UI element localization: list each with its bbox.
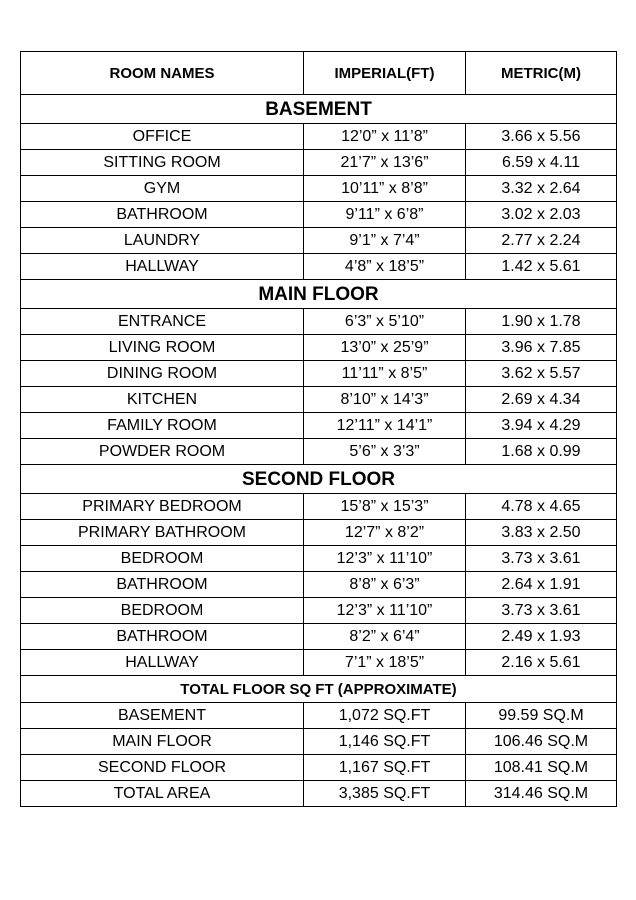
metric-cell: 2.77 x 2.24 [466, 228, 617, 254]
section-main-floor [21, 280, 617, 309]
table-row [21, 650, 617, 676]
totals-row [21, 781, 617, 807]
imperial-cell: 11’11” x 8’5” [304, 361, 466, 387]
metric-cell: 3.62 x 5.57 [466, 361, 617, 387]
imperial-cell: 12’11” x 14’1” [304, 413, 466, 439]
imperial-cell: 3,385 SQ.FT [304, 781, 466, 807]
imperial-cell: 13’0” x 25’9” [304, 335, 466, 361]
section-basement-title: BASEMENT [21, 95, 617, 124]
table-row [21, 413, 617, 439]
table-row [21, 494, 617, 520]
metric-cell: 3.66 x 5.56 [466, 124, 617, 150]
imperial-cell: 21’7” x 13’6” [304, 150, 466, 176]
metric-cell: 2.69 x 4.34 [466, 387, 617, 413]
header-room-names: ROOM NAMES [21, 52, 304, 95]
room-name-cell: KITCHEN [21, 387, 304, 413]
room-name-cell: PRIMARY BEDROOM [21, 494, 304, 520]
room-name-cell: LIVING ROOM [21, 335, 304, 361]
room-name-cell: BATHROOM [21, 202, 304, 228]
metric-cell: 1.42 x 5.61 [466, 254, 617, 280]
room-name-cell: TOTAL AREA [21, 781, 304, 807]
room-name-cell: MAIN FLOOR [21, 729, 304, 755]
room-name-cell: HALLWAY [21, 650, 304, 676]
imperial-cell: 4’8” x 18’5” [304, 254, 466, 280]
room-name-cell: BEDROOM [21, 546, 304, 572]
metric-cell: 4.78 x 4.65 [466, 494, 617, 520]
room-name-cell: BATHROOM [21, 572, 304, 598]
imperial-cell: 15’8” x 15’3” [304, 494, 466, 520]
table-row [21, 254, 617, 280]
table-row [21, 202, 617, 228]
metric-cell: 314.46 SQ.M [466, 781, 617, 807]
imperial-cell: 12’3” x 11’10” [304, 546, 466, 572]
room-dimensions-table [20, 51, 617, 807]
room-name-cell: LAUNDRY [21, 228, 304, 254]
room-dimensions-table-body [21, 52, 617, 807]
imperial-cell: 5’6” x 3’3” [304, 439, 466, 465]
metric-cell: 2.49 x 1.93 [466, 624, 617, 650]
table-row [21, 387, 617, 413]
table-row [21, 624, 617, 650]
imperial-cell: 6’3” x 5’10” [304, 309, 466, 335]
table-row [21, 124, 617, 150]
room-name-cell: ENTRANCE [21, 309, 304, 335]
room-name-cell: PRIMARY BATHROOM [21, 520, 304, 546]
imperial-cell: 9’11” x 6’8” [304, 202, 466, 228]
metric-cell: 3.73 x 3.61 [466, 598, 617, 624]
metric-cell: 3.73 x 3.61 [466, 546, 617, 572]
table-row [21, 150, 617, 176]
metric-cell: 2.16 x 5.61 [466, 650, 617, 676]
imperial-cell: 12’3” x 11’10” [304, 598, 466, 624]
metric-cell: 1.68 x 0.99 [466, 439, 617, 465]
section-second-floor [21, 465, 617, 494]
imperial-cell: 12’7” x 8’2” [304, 520, 466, 546]
metric-cell: 3.83 x 2.50 [466, 520, 617, 546]
table-row [21, 309, 617, 335]
metric-cell: 3.02 x 2.03 [466, 202, 617, 228]
room-name-cell: DINING ROOM [21, 361, 304, 387]
metric-cell: 1.90 x 1.78 [466, 309, 617, 335]
imperial-cell: 10’11” x 8’8” [304, 176, 466, 202]
imperial-cell: 8’10” x 14’3” [304, 387, 466, 413]
section-main-floor-title: MAIN FLOOR [21, 280, 617, 309]
table-row [21, 546, 617, 572]
imperial-cell: 12’0” x 11’8” [304, 124, 466, 150]
table-row [21, 520, 617, 546]
table-row [21, 439, 617, 465]
metric-cell: 3.32 x 2.64 [466, 176, 617, 202]
metric-cell: 3.94 x 4.29 [466, 413, 617, 439]
totals-section-title: TOTAL FLOOR SQ FT (APPROXIMATE) [21, 676, 617, 703]
metric-cell: 3.96 x 7.85 [466, 335, 617, 361]
imperial-cell: 1,167 SQ.FT [304, 755, 466, 781]
room-name-cell: GYM [21, 176, 304, 202]
room-name-cell: SECOND FLOOR [21, 755, 304, 781]
metric-cell: 99.59 SQ.M [466, 703, 617, 729]
table-row [21, 335, 617, 361]
imperial-cell: 7’1” x 18’5” [304, 650, 466, 676]
table-row [21, 572, 617, 598]
totals-section [21, 676, 617, 703]
table-row [21, 176, 617, 202]
table-header-row [21, 52, 617, 95]
imperial-cell: 1,146 SQ.FT [304, 729, 466, 755]
totals-row [21, 703, 617, 729]
header-imperial: IMPERIAL(FT) [304, 52, 466, 95]
table-row [21, 228, 617, 254]
room-name-cell: BEDROOM [21, 598, 304, 624]
imperial-cell: 9’1” x 7’4” [304, 228, 466, 254]
totals-row [21, 755, 617, 781]
metric-cell: 106.46 SQ.M [466, 729, 617, 755]
metric-cell: 108.41 SQ.M [466, 755, 617, 781]
room-name-cell: OFFICE [21, 124, 304, 150]
room-name-cell: SITTING ROOM [21, 150, 304, 176]
metric-cell: 6.59 x 4.11 [466, 150, 617, 176]
room-name-cell: BASEMENT [21, 703, 304, 729]
imperial-cell: 8’2” x 6’4” [304, 624, 466, 650]
imperial-cell: 1,072 SQ.FT [304, 703, 466, 729]
section-basement [21, 95, 617, 124]
room-name-cell: FAMILY ROOM [21, 413, 304, 439]
metric-cell: 2.64 x 1.91 [466, 572, 617, 598]
table-row [21, 361, 617, 387]
room-name-cell: POWDER ROOM [21, 439, 304, 465]
imperial-cell: 8’8” x 6’3” [304, 572, 466, 598]
header-metric: METRIC(M) [466, 52, 617, 95]
totals-row [21, 729, 617, 755]
section-second-floor-title: SECOND FLOOR [21, 465, 617, 494]
room-name-cell: HALLWAY [21, 254, 304, 280]
table-row [21, 598, 617, 624]
room-name-cell: BATHROOM [21, 624, 304, 650]
